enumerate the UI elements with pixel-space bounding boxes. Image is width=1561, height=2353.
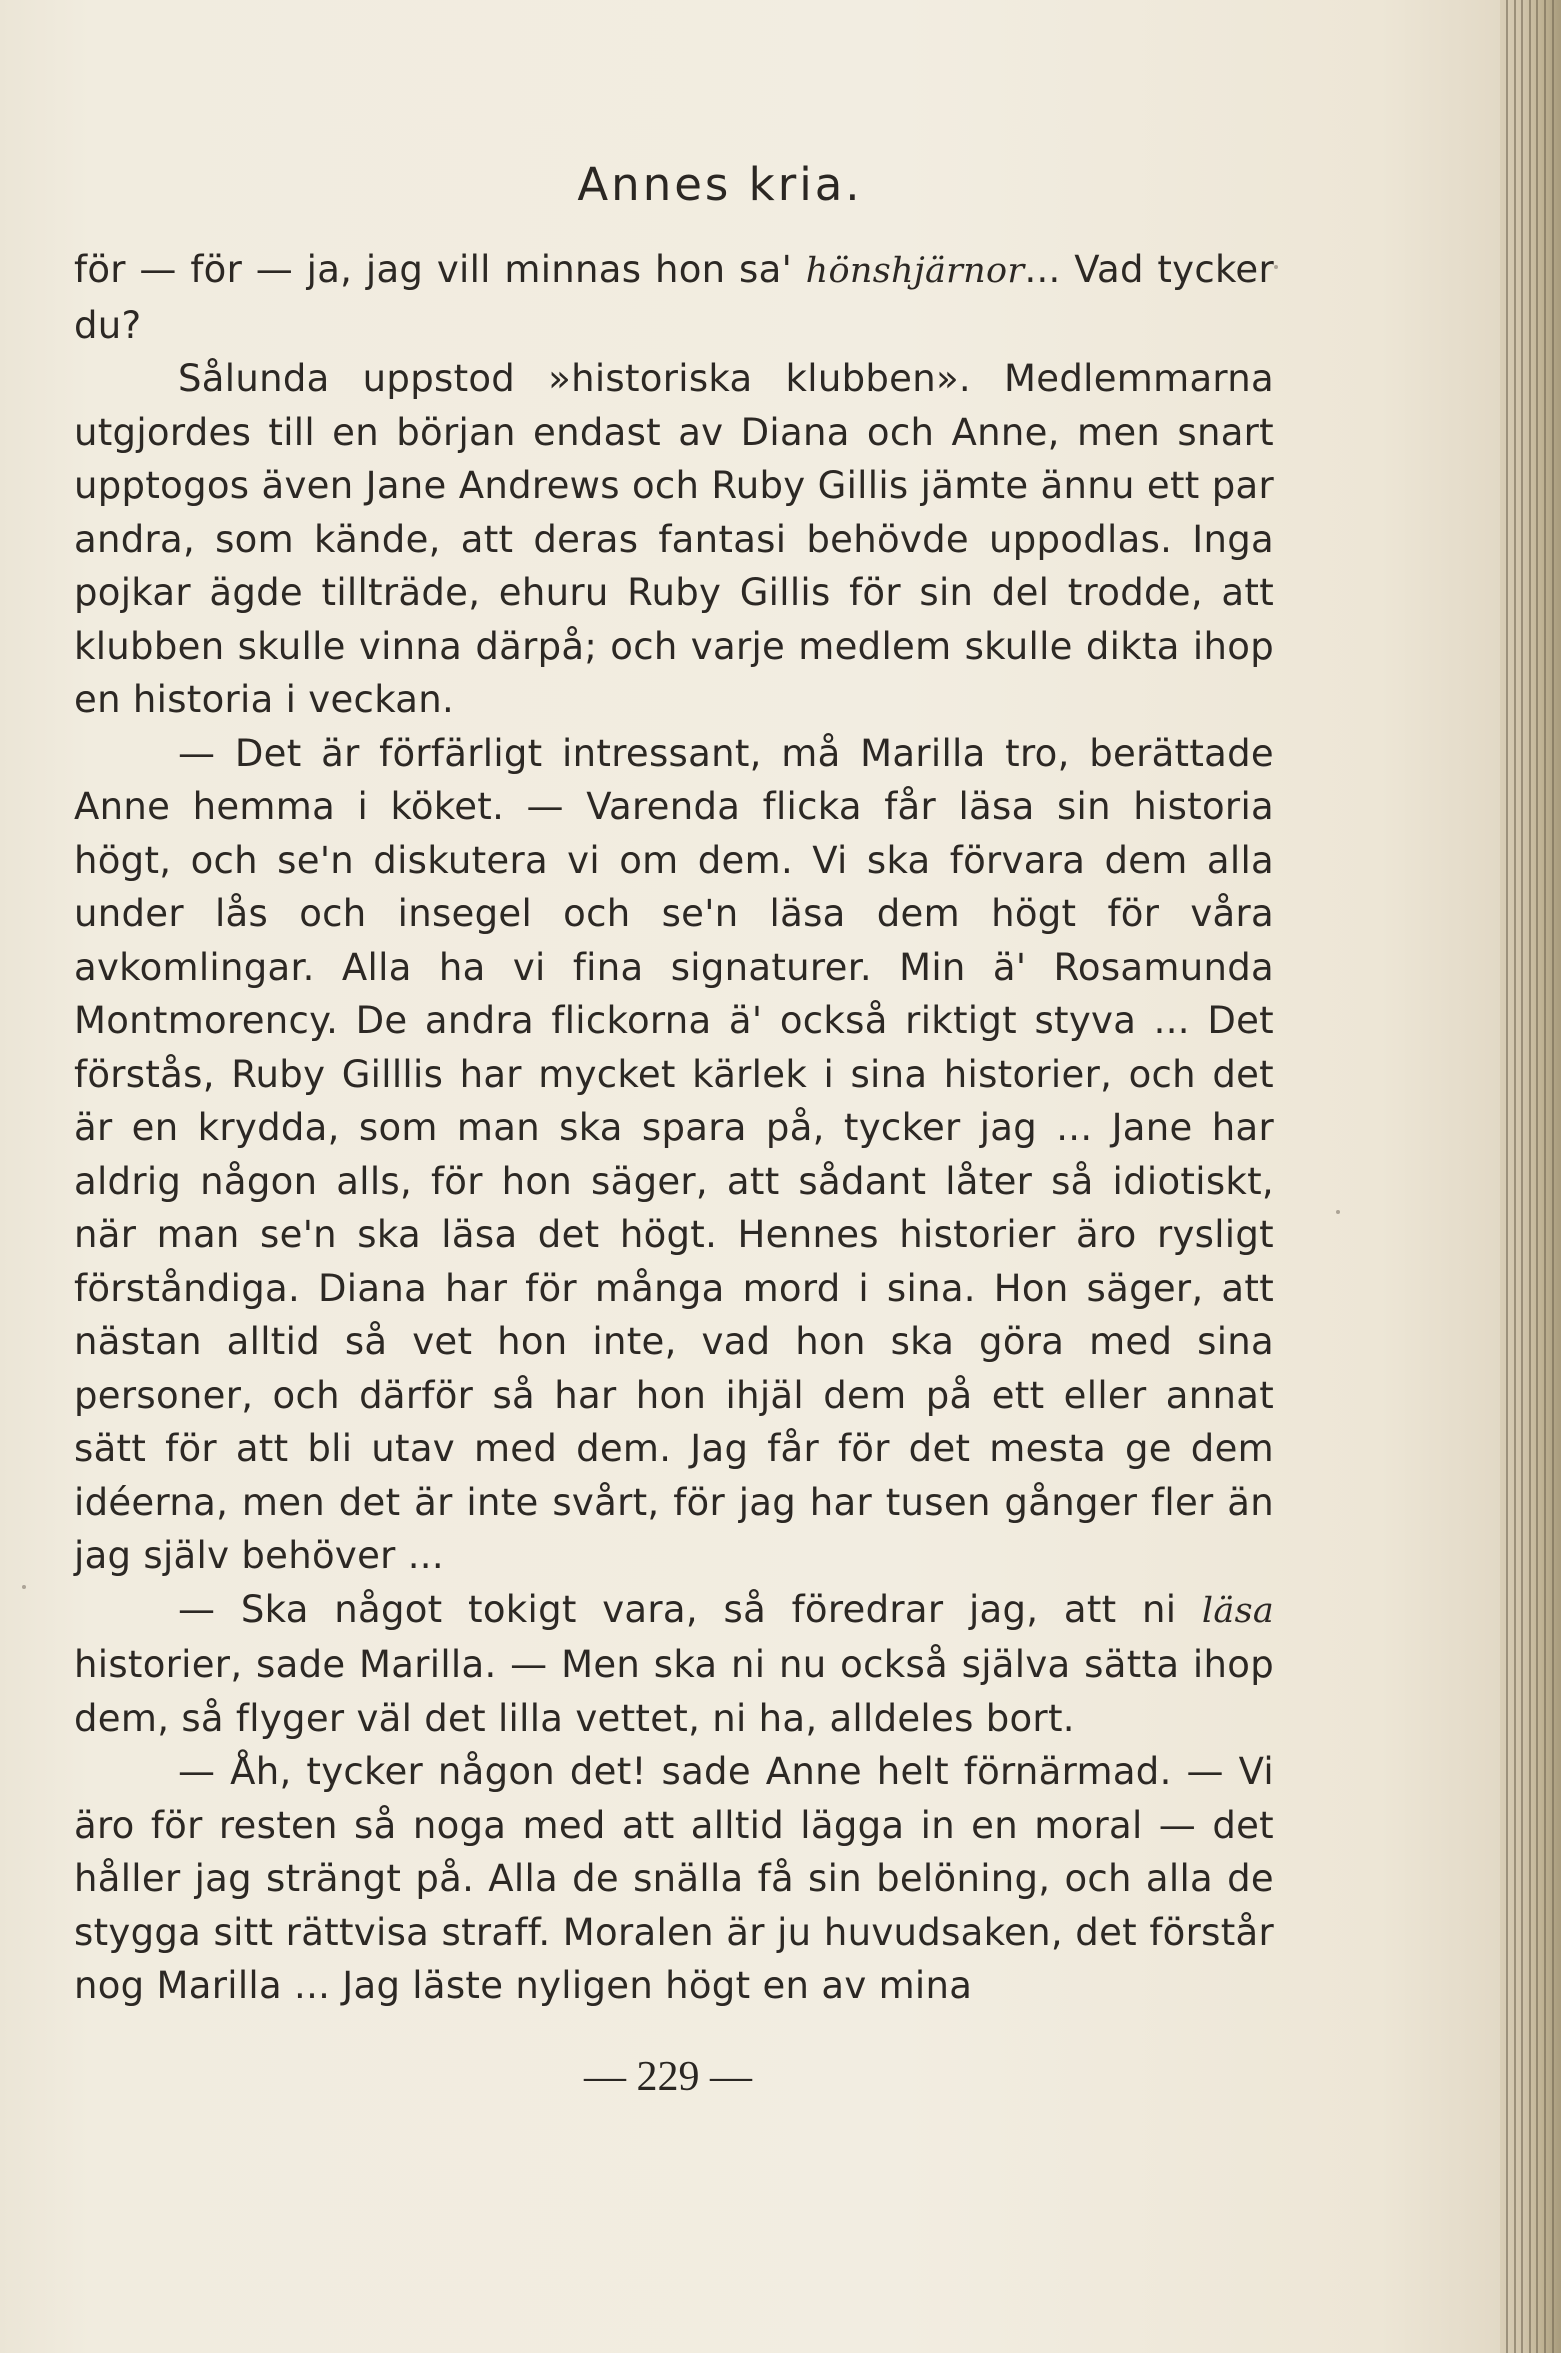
text-segment: Sålunda uppstod »historiska klubben». Medlemmarna utgjordes till en början endast av Diana och Anne, men snart upptogos även Jane Andrews och Ruby Gillis jämte ännu ett par andra, som kände, att deras fantasi behövde uppodlas. Inga pojkar ägde tillträde, ehuru Ruby Gillis för sin del trodde, att klubben skulle vinna därpå; och varje medlem skulle dikta ihop en historia i veckan. [74,357,1274,721]
page-number: — 229 — [584,2054,752,2100]
text-segment: historier, sade Marilla. — Men ska ni nu också själva sätta ihop dem, så flyger väl det lilla vettet, ni ha, alldeles bort. [74,1643,1274,1740]
paper-speck [1336,1210,1340,1214]
text-segment: — Ska något tokigt vara, så föredrar jag, att ni [178,1587,1202,1631]
italic-word: läsa [1201,1590,1274,1631]
book-binding-edge [1500,0,1561,2353]
text-segment: — Det är förfärligt intressant, må Marilla tro, berättade Anne hemma i köket. — Varenda flicka får läsa sin historia högt, och se'n diskutera vi om dem. Vi ska förvara dem alla under lås och insegel och se'n läsa dem högt för våra avkomlingar. Alla ha vi fina signaturer. Min ä' Rosamunda Montmorency. De andra flickorna ä' också riktigt styva ... Det förstås, Ruby Gilllis har mycket kärlek i sina historier, och det är en krydda, som man ska spara på, tycker jag ... Jane har aldrig någon alls, för hon säger, att sådant låter så idiotiskt, när man se'n ska läsa det högt. Hennes historier äro rysligt förståndiga. Diana har för många mord i sina. Hon säger, att nästan alltid så vet hon inte, vad hon ska göra med sina personer, och därför så har hon ihjäl dem på ett eller annat sätt för att bli utav med dem. Jag får för det mesta ge dem idéerna, men det är inte svårt, för jag har tusen gånger fler än jag själv behöver ... [74,731,1274,1577]
body-text [74,243,1274,2013]
text-segment: för — för — ja, jag vill minnas hon sa' [74,248,806,291]
text-segment: — Åh, tycker någon det! sade Anne helt förnärmad. — Vi äro för resten så noga med att alltid lägga in en moral — det håller jag strängt på. Alla de snälla få sin belöning, och alla de stygga sitt rättvisa straff. Moralen är ju huvudsaken, det förstår nog Marilla ... Jag läste nyligen högt en av mina [74,1750,1274,2007]
paper-speck [22,1585,26,1589]
italic-word: hönshjärnor [805,251,1025,291]
paper-speck [1274,265,1278,269]
paragraph-2 [74,352,1274,727]
paragraph-1 [74,243,1274,352]
paragraph-3 [74,727,1274,1583]
text-segment: ... Vad tycker du? [74,248,1274,347]
paragraph-4 [74,1583,1274,1746]
paragraph-5 [74,1745,1274,2013]
running-head: Annes kria. [577,158,863,211]
